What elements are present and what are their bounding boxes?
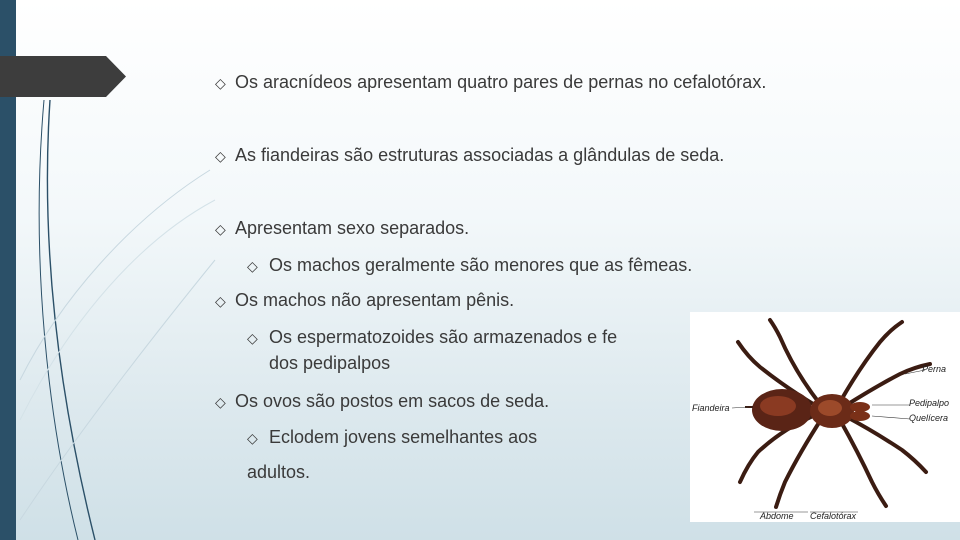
bullet-text: adultos.: [247, 462, 311, 482]
bullet-text: Os machos não apresentam pênis.: [235, 290, 515, 310]
bullet-text: Os ovos são postos em sacos de seda.: [235, 391, 550, 411]
bullet-text: Apresentam sexo separados.: [235, 218, 470, 238]
bullet-text: As fiandeiras são estruturas associadas a glândulas de seda.: [235, 145, 725, 165]
diamond-outline-icon: ◇: [247, 430, 258, 446]
label-pedipalpo: Pedipalpo: [909, 398, 950, 408]
diamond-outline-icon: ◇: [215, 75, 226, 91]
diamond-outline-icon: ◇: [215, 293, 226, 309]
diamond-outline-icon: ◇: [215, 221, 226, 237]
bullet-continuation: [247, 461, 310, 483]
label-fiandeira: Fiandeira: [692, 403, 730, 413]
bullet-item: [215, 289, 514, 312]
bullet-text: Os espermatozoides são armazenados e fe: [269, 327, 618, 347]
bullet-text: Eclodem jovens semelhantes aos: [269, 427, 538, 447]
spider-diagram: [690, 312, 960, 522]
sub-bullet-item: [247, 254, 692, 277]
bullet-item: [215, 144, 724, 167]
bullet-item: [215, 390, 549, 413]
bullet-text: Os aracnídeos apresentam quatro pares de pernas no cefalotórax.: [235, 72, 767, 92]
diamond-outline-icon: ◇: [247, 330, 258, 346]
bullet-text: Os machos geralmente são menores que as fêmeas.: [269, 255, 693, 275]
sub-bullet-item: [247, 426, 537, 449]
bullet-text: dos pedipalpos: [269, 353, 391, 373]
label-quelicera: Quelícera: [909, 413, 949, 423]
diamond-outline-icon: ◇: [215, 394, 226, 410]
diamond-outline-icon: ◇: [215, 148, 226, 164]
label-perna: Perna: [922, 364, 947, 374]
sub-bullet-item: [247, 326, 617, 349]
label-cefalotorax: Cefalotórax: [810, 511, 857, 521]
bullet-item: [215, 217, 469, 240]
bullet-continuation: [269, 352, 390, 374]
diamond-outline-icon: ◇: [247, 258, 258, 274]
bullet-item: [215, 71, 766, 94]
title-tab-shape: [0, 56, 126, 97]
label-abdome: Abdome: [760, 511, 794, 521]
